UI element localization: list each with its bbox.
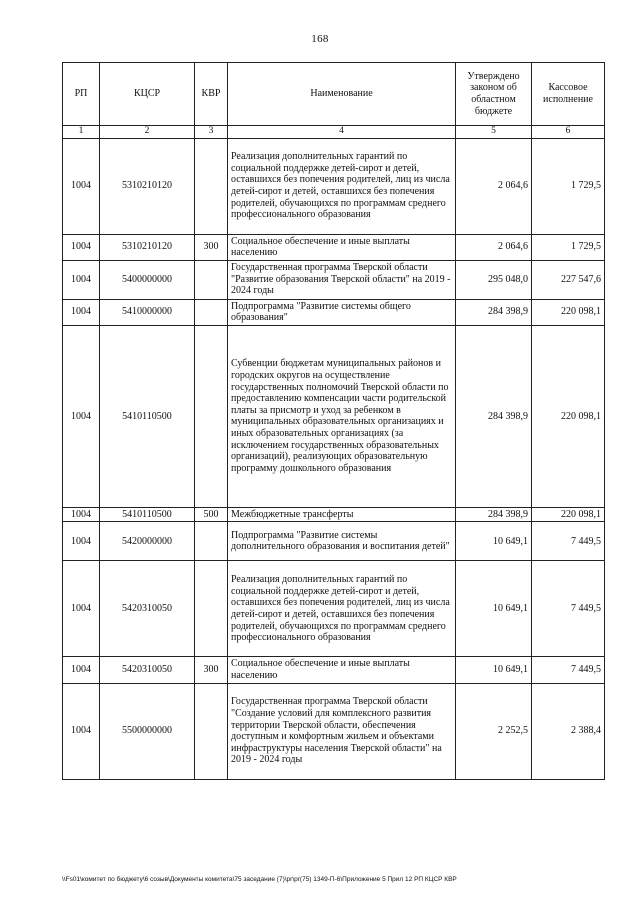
column-number: 2 — [100, 126, 195, 139]
cell-approved: 2 064,6 — [456, 234, 532, 260]
footer-file-path: \\Fs01\комитет по бюджету\6 созыв\Документы комитета\75 заседание (7)\pr\pr(75) 1349-П-6\Приложение 5 Прил 12 РП КЦСР КВР — [62, 876, 457, 883]
cell-kvr — [195, 561, 228, 657]
cell-kvr — [195, 683, 228, 779]
cell-name: Межбюджетные трансферты — [228, 507, 456, 522]
cell-name: Подпрограмма "Развитие системы общего образования" — [228, 299, 456, 325]
header-kvr: КВР — [195, 63, 228, 126]
cell-rp: 1004 — [63, 561, 100, 657]
cell-rp: 1004 — [63, 657, 100, 683]
cell-approved: 10 649,1 — [456, 522, 532, 561]
header-cash: Кассовое исполнение — [532, 63, 605, 126]
cell-kvr — [195, 299, 228, 325]
cell-kcsr: 5420000000 — [100, 522, 195, 561]
cell-approved: 284 398,9 — [456, 507, 532, 522]
cell-kvr: 300 — [195, 657, 228, 683]
cell-cash: 7 449,5 — [532, 522, 605, 561]
cell-cash: 2 388,4 — [532, 683, 605, 779]
column-number: 3 — [195, 126, 228, 139]
cell-cash: 1 729,5 — [532, 138, 605, 234]
cell-rp: 1004 — [63, 260, 100, 299]
cell-cash: 7 449,5 — [532, 657, 605, 683]
cell-approved: 10 649,1 — [456, 657, 532, 683]
cell-kcsr: 5400000000 — [100, 260, 195, 299]
cell-rp: 1004 — [63, 138, 100, 234]
header-rp: РП — [63, 63, 100, 126]
cell-rp: 1004 — [63, 507, 100, 522]
cell-rp: 1004 — [63, 234, 100, 260]
cell-kvr — [195, 522, 228, 561]
cell-cash: 227 547,6 — [532, 260, 605, 299]
cell-cash: 7 449,5 — [532, 561, 605, 657]
cell-kcsr: 5410110500 — [100, 325, 195, 507]
cell-cash: 220 098,1 — [532, 325, 605, 507]
table-row — [63, 522, 605, 561]
table-row — [63, 657, 605, 683]
cell-approved: 10 649,1 — [456, 561, 532, 657]
cell-kvr — [195, 260, 228, 299]
cell-approved: 2 064,6 — [456, 138, 532, 234]
cell-kcsr: 5310210120 — [100, 234, 195, 260]
column-number: 5 — [456, 126, 532, 139]
table-row — [63, 325, 605, 507]
cell-kvr — [195, 138, 228, 234]
table-row — [63, 507, 605, 522]
table-row — [63, 683, 605, 779]
cell-kcsr: 5420310050 — [100, 657, 195, 683]
budget-table — [62, 62, 605, 780]
cell-rp: 1004 — [63, 683, 100, 779]
cell-approved: 284 398,9 — [456, 325, 532, 507]
cell-kvr — [195, 325, 228, 507]
cell-kcsr: 5310210120 — [100, 138, 195, 234]
cell-name: Государственная программа Тверской области "Развитие образования Тверской области" на 2019 - 2024 годы — [228, 260, 456, 299]
cell-kcsr: 5420310050 — [100, 561, 195, 657]
cell-name: Государственная программа Тверской области "Создание условий для комплексного развития территории Тверской области, обеспечения доступным и комфортным жильем и объектами инфраструктуры населения Тверской области" на 2019 - 2024 годы — [228, 683, 456, 779]
cell-kvr: 500 — [195, 507, 228, 522]
cell-name: Социальное обеспечение и иные выплаты населению — [228, 234, 456, 260]
cell-kcsr: 5410110500 — [100, 507, 195, 522]
table-row — [63, 561, 605, 657]
cell-cash: 220 098,1 — [532, 299, 605, 325]
table-header-row — [63, 63, 605, 126]
header-approved: Утверждено законом об областном бюджете — [456, 63, 532, 126]
cell-kvr: 300 — [195, 234, 228, 260]
page-number: 168 — [311, 33, 329, 45]
header-kcsr: КЦСР — [100, 63, 195, 126]
table-row — [63, 260, 605, 299]
cell-kcsr: 5500000000 — [100, 683, 195, 779]
cell-kcsr: 5410000000 — [100, 299, 195, 325]
column-number-row — [63, 126, 605, 139]
cell-cash: 1 729,5 — [532, 234, 605, 260]
header-name: Наименование — [228, 63, 456, 126]
cell-name: Социальное обеспечение и иные выплаты населению — [228, 657, 456, 683]
table-row — [63, 299, 605, 325]
cell-approved: 284 398,9 — [456, 299, 532, 325]
column-number: 4 — [228, 126, 456, 139]
cell-approved: 2 252,5 — [456, 683, 532, 779]
cell-rp: 1004 — [63, 522, 100, 561]
cell-name: Субвенции бюджетам муниципальных районов и городских округов на осуществление государственных полномочий Тверской области по предоставлению компенсации части родительской платы за присмотр и уход за ребенком в муниципальных образовательных организациях и иных образовательных организациях (за исключением государственных образовательных организаций), реализующих образовательную программу дошкольного образования — [228, 325, 456, 507]
cell-name: Реализация дополнительных гарантий по социальной поддержке детей-сирот и детей, оставшихся без попечения родителей, лиц из числа детей-сирот и детей, оставшихся без попечения родителей, обучающихся по программам среднего профессионального образования — [228, 561, 456, 657]
table-row — [63, 138, 605, 234]
cell-cash: 220 098,1 — [532, 507, 605, 522]
cell-name: Реализация дополнительных гарантий по социальной поддержке детей-сирот и детей, оставшихся без попечения родителей, лиц из числа детей-сирот и детей, оставшихся без попечения родителей, обучающихся по программам среднего профессионального образования — [228, 138, 456, 234]
cell-rp: 1004 — [63, 299, 100, 325]
column-number: 1 — [63, 126, 100, 139]
table-row — [63, 234, 605, 260]
cell-rp: 1004 — [63, 325, 100, 507]
cell-name: Подпрограмма "Развитие системы дополнительного образования и воспитания детей" — [228, 522, 456, 561]
column-number: 6 — [532, 126, 605, 139]
cell-approved: 295 048,0 — [456, 260, 532, 299]
